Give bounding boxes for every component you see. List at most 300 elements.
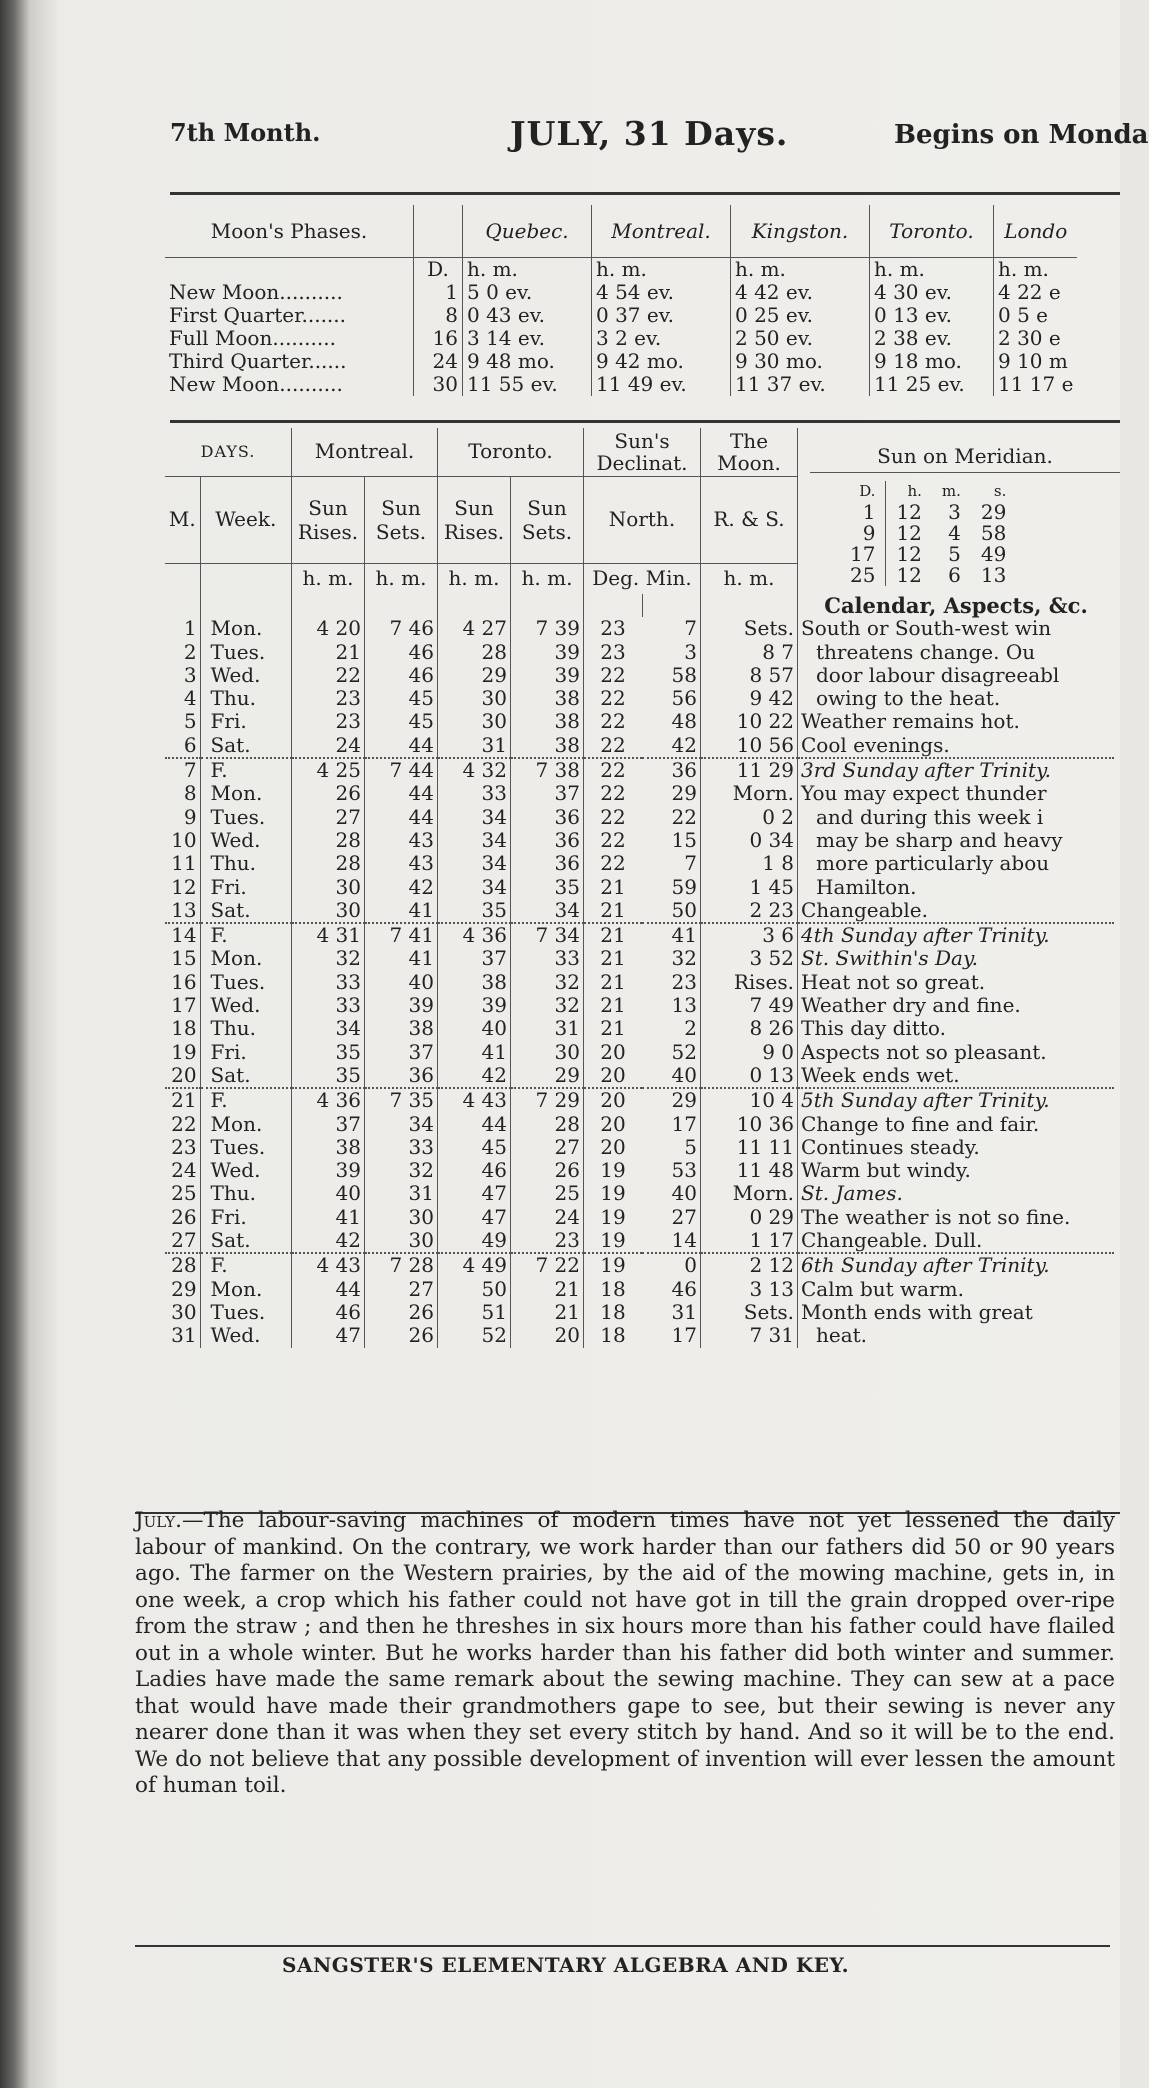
sm-head-d: D. (859, 482, 876, 500)
footer-rule (135, 1945, 1110, 1947)
calendar-heading-row (165, 594, 1114, 617)
day-row (165, 1041, 1114, 1064)
toronto-sunset: 33 (511, 947, 584, 970)
day-number: 27 (165, 1229, 200, 1253)
declination-min: 22 (642, 806, 701, 829)
montreal-sunrise: 4 25 (292, 758, 365, 782)
weekday: Sat. (200, 734, 291, 758)
montreal-sunset: 38 (365, 1017, 438, 1040)
toronto-sunset: 36 (511, 852, 584, 875)
sm-seconds: 58 (980, 521, 1007, 545)
montreal-sunset: 32 (365, 1159, 438, 1182)
moon-rise-set: Morn. (701, 782, 798, 805)
montreal-sunset: 33 (365, 1136, 438, 1159)
calendar-note: 3rd Sunday after Trinity. (798, 758, 1115, 782)
toronto-sunrise: 28 (438, 641, 511, 664)
declination-deg: 19 (584, 1253, 643, 1277)
sun-meridian-table (840, 481, 1017, 586)
montreal-sunrise: 42 (292, 1229, 365, 1253)
declination-deg: 22 (600, 781, 626, 806)
calendar-note: Heat not so great. (801, 969, 986, 994)
weekday: Mon. (200, 1278, 291, 1301)
montreal-sunset: 7 41 (365, 923, 438, 947)
declination-deg: 22 (584, 758, 643, 782)
calendar-note: You may expect thunder (801, 781, 1047, 806)
montreal-sunrise: 35 (292, 1064, 365, 1088)
mtl-set-head: Sun Sets. (365, 477, 438, 564)
calendar-note: Change to fine and fair. (801, 1111, 1040, 1136)
calendar-note: Aspects not so pleasant. (801, 1039, 1047, 1064)
declination-deg: 22 (600, 827, 626, 852)
toronto-sunrise: 4 32 (438, 758, 511, 782)
declination-deg: 20 (584, 1088, 643, 1112)
day-row (165, 947, 1114, 970)
toronto-sunset: 30 (511, 1041, 584, 1064)
day-row (165, 1206, 1114, 1229)
weekday: Fri. (200, 710, 291, 733)
day-row (165, 1113, 1114, 1136)
day-row (165, 1253, 1114, 1277)
declination-min: 29 (642, 1088, 701, 1112)
declination-min: 7 (642, 617, 701, 640)
montreal-sunrise: 4 36 (292, 1088, 365, 1112)
toronto-sunrise: 4 43 (438, 1088, 511, 1112)
weekday: Thu. (200, 1182, 291, 1205)
weekday: Wed. (200, 1159, 291, 1182)
declination-deg: 23 (600, 639, 626, 664)
montreal-sunset: 43 (365, 829, 438, 852)
day-row (165, 899, 1114, 923)
day-row (165, 734, 1114, 758)
calendar-note: Changeable. Dull. (801, 1228, 983, 1253)
declination-deg: 21 (584, 923, 643, 947)
phase-london: 0 5 e (998, 303, 1048, 327)
toronto-sunset: 36 (511, 806, 584, 829)
week-head: Week. (200, 477, 291, 564)
declination-deg: 20 (600, 1111, 626, 1136)
day-row (165, 806, 1114, 829)
declination-deg: 21 (600, 946, 626, 971)
declination-deg: 21 (600, 1016, 626, 1041)
montreal-sunset: 45 (365, 710, 438, 733)
unit-hm: h. m. (438, 564, 511, 595)
day-number: 22 (165, 1113, 200, 1136)
toronto-sunrise: 47 (438, 1206, 511, 1229)
montreal-sunrise: 41 (292, 1206, 365, 1229)
phase-day: 1 (414, 281, 463, 304)
unit-hm: h. m. (701, 564, 798, 595)
day-number: 29 (165, 1278, 200, 1301)
toronto-sunset: 26 (511, 1159, 584, 1182)
weekday: Fri. (200, 1206, 291, 1229)
day-row (165, 782, 1114, 805)
phase-quebec: 3 14 ev. (463, 327, 592, 350)
declination-min: 5 (642, 1136, 701, 1159)
mtl-rise-head: Sun Rises. (292, 477, 365, 564)
montreal-sunset: 34 (365, 1113, 438, 1136)
toronto-sunset: 35 (511, 876, 584, 899)
phase-row (165, 350, 1077, 373)
moon-rise-set: 0 34 (701, 829, 798, 852)
toronto-sunset: 21 (511, 1301, 584, 1324)
calendar-heading: Calendar, Aspects, &c. (824, 593, 1088, 618)
day-number: 31 (165, 1324, 200, 1347)
moon-head: The Moon. (701, 428, 798, 477)
montreal-sunset: 44 (365, 782, 438, 805)
declination-deg: 19 (600, 1181, 626, 1206)
phase-london: 4 22 e (998, 280, 1061, 304)
calendar-note: heat. (816, 1323, 868, 1348)
weekday: Wed. (200, 664, 291, 687)
sm-hours: 12 (886, 502, 932, 523)
moon-rise-set: Sets. (701, 617, 798, 640)
montreal-sunset: 37 (365, 1041, 438, 1064)
montreal-sunset: 42 (365, 876, 438, 899)
montreal-sunrise: 30 (292, 899, 365, 923)
toronto-sunset: 7 22 (511, 1253, 584, 1277)
moon-rise-set: Morn. (701, 1182, 798, 1205)
toronto-sunset: 20 (511, 1324, 584, 1347)
phase-kingston: 0 25 ev. (731, 304, 870, 327)
declination-deg: 22 (600, 686, 626, 711)
phase-kingston: 4 42 ev. (731, 281, 870, 304)
blank-cell (642, 594, 701, 617)
toronto-sunset: 24 (511, 1206, 584, 1229)
moon-rise-set: 3 52 (701, 947, 798, 970)
phase-quebec: 9 48 mo. (463, 350, 592, 373)
weekday: Sat. (200, 899, 291, 923)
calendar-note: Changeable. (801, 897, 928, 922)
sm-hours: 12 (886, 544, 932, 565)
phase-london: 2 30 e (998, 326, 1061, 350)
moon-rise-set: 2 23 (701, 899, 798, 923)
day-row (165, 971, 1114, 994)
moon-rise-set: 9 42 (701, 687, 798, 710)
weekday: Wed. (200, 994, 291, 1017)
day-row (165, 1017, 1114, 1040)
montreal-sunrise: 4 31 (292, 923, 365, 947)
montreal-sunset: 43 (365, 852, 438, 875)
calendar-note: Weather remains hot. (801, 709, 1020, 734)
toronto-sunrise: 34 (438, 829, 511, 852)
moon-rise-set: 0 2 (701, 806, 798, 829)
sm-seconds: 29 (980, 500, 1007, 524)
day-row (165, 1159, 1114, 1182)
col-kingston: Kingston. (731, 205, 870, 258)
phase-row (165, 281, 1077, 304)
declination-min: 17 (642, 1113, 701, 1136)
moon-rise-set: 1 45 (701, 876, 798, 899)
toronto-sunset: 32 (511, 971, 584, 994)
phase-kingston: 11 37 ev. (731, 373, 870, 396)
declination-min: 7 (642, 852, 701, 875)
declination-min: 40 (642, 1064, 701, 1088)
phase-unit-hm: h. m. (870, 258, 994, 282)
declination-deg: 21 (600, 874, 626, 899)
phase-row (165, 304, 1077, 327)
declination-min: 2 (642, 1017, 701, 1040)
moon-rise-set: 11 48 (701, 1159, 798, 1182)
toronto-sunset: 32 (511, 994, 584, 1017)
toronto-sunrise: 41 (438, 1041, 511, 1064)
moon-rise-set: 10 4 (701, 1088, 798, 1112)
montreal-sunrise: 46 (292, 1301, 365, 1324)
declination-deg: 20 (600, 1134, 626, 1159)
calendar-note: Weather dry and fine. (801, 993, 1021, 1018)
montreal-sunrise: 32 (292, 947, 365, 970)
day-number: 9 (165, 806, 200, 829)
tor-rise-head: Sun Rises. (438, 477, 511, 564)
declination-deg: 18 (600, 1323, 626, 1348)
montreal-sunrise: 33 (292, 994, 365, 1017)
toronto-sunrise: 37 (438, 947, 511, 970)
phase-name: Third Quarter...... (165, 350, 414, 373)
moon-rise-set: Rises. (701, 971, 798, 994)
phase-montreal: 0 37 ev. (592, 304, 731, 327)
montreal-sunrise: 22 (292, 664, 365, 687)
toronto-sunrise: 4 49 (438, 1253, 511, 1277)
toronto-sunset: 7 29 (511, 1088, 584, 1112)
montreal-sunset: 7 35 (365, 1088, 438, 1112)
declination-deg: 21 (600, 969, 626, 994)
toronto-sunrise: 45 (438, 1136, 511, 1159)
montreal-sunrise: 38 (292, 1136, 365, 1159)
calendar-note: more particularly abou (816, 851, 1050, 876)
sm-day: 25 (850, 563, 876, 587)
toronto-sunrise: 52 (438, 1324, 511, 1347)
toronto-sunrise: 46 (438, 1159, 511, 1182)
blank-cell (365, 594, 438, 617)
sm-minutes: 3 (948, 500, 961, 524)
phase-unit-hm: h. m. (592, 258, 731, 282)
sm-minutes: 4 (948, 521, 961, 545)
sun-meridian-row (840, 565, 1016, 586)
toronto-sunrise: 33 (438, 782, 511, 805)
montreal-sunset: 46 (365, 641, 438, 664)
day-row (165, 710, 1114, 733)
calendar-note: St. Swithin's Day. (801, 946, 978, 971)
tor-set-head: Sun Sets. (511, 477, 584, 564)
day-row (165, 923, 1114, 947)
montreal-sunrise: 40 (292, 1182, 365, 1205)
day-number: 6 (165, 734, 200, 758)
day-row (165, 1136, 1114, 1159)
day-row (165, 829, 1114, 852)
day-number: 23 (165, 1136, 200, 1159)
phase-unit-blank (165, 258, 414, 282)
moon-rise-set: Sets. (701, 1301, 798, 1324)
declination-deg: 22 (600, 851, 626, 876)
toronto-sunrise: 31 (438, 734, 511, 758)
montreal-sunset: 26 (365, 1324, 438, 1347)
calendar-note: and during this week i (816, 804, 1044, 829)
declination-deg: 18 (600, 1299, 626, 1324)
toronto-sunset: 29 (511, 1064, 584, 1088)
toronto-sunset: 7 34 (511, 923, 584, 947)
phase-unit-d: D. (414, 258, 463, 282)
day-number: 25 (165, 1182, 200, 1205)
phase-kingston: 2 50 ev. (731, 327, 870, 350)
moon-rise-set: 10 36 (701, 1113, 798, 1136)
day-number: 21 (165, 1088, 200, 1112)
toronto-sunrise: 34 (438, 852, 511, 875)
day-number: 26 (165, 1206, 200, 1229)
sm-minutes: 6 (948, 563, 961, 587)
weekday: Mon. (200, 947, 291, 970)
declination-min: 15 (642, 829, 701, 852)
day-row (165, 1278, 1114, 1301)
sun-meridian-title: Sun on Meridian. (810, 444, 1120, 473)
montreal-sunset: 7 44 (365, 758, 438, 782)
sm-seconds: 49 (980, 542, 1007, 566)
blank-cell (584, 594, 643, 617)
day-number: 1 (165, 617, 200, 640)
sun-meridian-row (840, 502, 1016, 523)
montreal-sunset: 27 (365, 1278, 438, 1301)
weekday: Tues. (200, 806, 291, 829)
phase-name: First Quarter....... (165, 304, 414, 327)
toronto-sunset: 31 (511, 1017, 584, 1040)
phase-toronto: 4 30 ev. (870, 281, 994, 304)
toronto-sunset: 23 (511, 1229, 584, 1253)
montreal-sunrise: 37 (292, 1113, 365, 1136)
phase-name: New Moon.......... (165, 281, 414, 304)
essay-lead: July. (135, 1508, 182, 1533)
declination-min: 48 (642, 710, 701, 733)
days-head: DAYS. (165, 428, 292, 477)
declination-min: 29 (642, 782, 701, 805)
day-number: 16 (165, 971, 200, 994)
toronto-sunset: 38 (511, 710, 584, 733)
montreal-sunrise: 47 (292, 1324, 365, 1347)
declination-min: 31 (642, 1301, 701, 1324)
montreal-sunset: 36 (365, 1064, 438, 1088)
montreal-sunrise: 27 (292, 806, 365, 829)
weekday: Fri. (200, 1041, 291, 1064)
toronto-sunrise: 44 (438, 1113, 511, 1136)
moon-rise-set: 2 12 (701, 1253, 798, 1277)
col-london: Londo (994, 205, 1078, 258)
toronto-sunrise: 29 (438, 664, 511, 687)
declination-min: 0 (642, 1253, 701, 1277)
weekday: Mon. (200, 617, 291, 640)
phase-montreal: 9 42 mo. (592, 350, 731, 373)
m-head: M. (165, 477, 200, 564)
day-number: 19 (165, 1041, 200, 1064)
declination-min: 23 (642, 971, 701, 994)
montreal-sunrise: 44 (292, 1278, 365, 1301)
sun-on-meridian (810, 444, 1120, 586)
phase-unit-hm: h. m. (731, 258, 870, 282)
phases-rule (170, 420, 1120, 423)
declination-min: 14 (642, 1229, 701, 1253)
montreal-sunrise: 28 (292, 852, 365, 875)
calendar-note: 5th Sunday after Trinity. (798, 1088, 1115, 1112)
toronto-sunrise: 39 (438, 994, 511, 1017)
moon-rise-set: 11 29 (701, 758, 798, 782)
blank-cell (701, 594, 798, 617)
calendar-note: Calm but warm. (801, 1276, 964, 1301)
phase-name: New Moon.......... (165, 373, 414, 396)
calendar-note: 4th Sunday after Trinity. (798, 923, 1115, 947)
phase-unit-hm: h. m. (998, 257, 1049, 281)
header-rule (170, 192, 1120, 195)
moon-rise-set: 7 49 (701, 994, 798, 1017)
unit-degmin: Deg. Min. (584, 564, 701, 595)
montreal-head: Montreal. (292, 428, 438, 477)
weekday: Tues. (200, 971, 291, 994)
day-number: 24 (165, 1159, 200, 1182)
weekday: F. (200, 1253, 291, 1277)
calendar-note: This day ditto. (801, 1016, 946, 1041)
moon-rise-set: 10 56 (701, 734, 798, 758)
montreal-sunrise: 4 20 (292, 617, 365, 640)
day-row (165, 687, 1114, 710)
m-unit (165, 564, 200, 595)
blank-cell (511, 594, 584, 617)
toronto-sunset: 39 (511, 641, 584, 664)
day-number: 7 (165, 758, 200, 782)
phase-quebec: 0 43 ev. (463, 304, 592, 327)
declination-min: 36 (642, 758, 701, 782)
page-header (170, 114, 1149, 158)
sm-head-s: s. (993, 482, 1007, 500)
toronto-sunrise: 42 (438, 1064, 511, 1088)
calendar-note: St. James. (801, 1181, 903, 1206)
declination-deg: 22 (600, 662, 626, 687)
phase-montreal: 4 54 ev. (592, 281, 731, 304)
phase-toronto: 9 18 mo. (870, 350, 994, 373)
weekday: Thu. (200, 687, 291, 710)
day-number: 20 (165, 1064, 200, 1088)
moon-rise-set: 3 13 (701, 1278, 798, 1301)
calendar-note: Warm but windy. (801, 1158, 971, 1183)
sm-day: 1 (862, 500, 876, 524)
moon-rise-set: 8 26 (701, 1017, 798, 1040)
weekday: Thu. (200, 1017, 291, 1040)
toronto-sunrise: 47 (438, 1182, 511, 1205)
declination-deg: 22 (600, 804, 626, 829)
toronto-sunrise: 30 (438, 710, 511, 733)
toronto-sunset: 37 (511, 782, 584, 805)
montreal-sunrise: 23 (292, 687, 365, 710)
day-row (165, 876, 1114, 899)
calendar-note: South or South-west win (801, 616, 1052, 641)
weekday: Tues. (200, 1301, 291, 1324)
rs-head: R. & S. (701, 477, 798, 564)
sm-minutes: 5 (948, 542, 961, 566)
day-row (165, 1301, 1114, 1324)
declination-min: 58 (642, 664, 701, 687)
declination-min: 41 (642, 923, 701, 947)
phase-day: 30 (414, 373, 463, 396)
col-montreal: Montreal. (592, 205, 731, 258)
toronto-sunrise: 35 (438, 899, 511, 923)
day-number: 13 (165, 899, 200, 923)
sm-head-h: h. (886, 481, 932, 502)
day-row (165, 664, 1114, 687)
day-row (165, 1182, 1114, 1205)
sun-meridian-row (840, 523, 1016, 544)
declination-min: 53 (642, 1159, 701, 1182)
montreal-sunrise: 34 (292, 1017, 365, 1040)
phase-toronto: 11 25 ev. (870, 373, 994, 396)
toronto-sunset: 34 (511, 899, 584, 923)
montreal-sunrise: 28 (292, 829, 365, 852)
montreal-sunrise: 39 (292, 1159, 365, 1182)
toronto-sunrise: 34 (438, 806, 511, 829)
day-row (165, 641, 1114, 664)
